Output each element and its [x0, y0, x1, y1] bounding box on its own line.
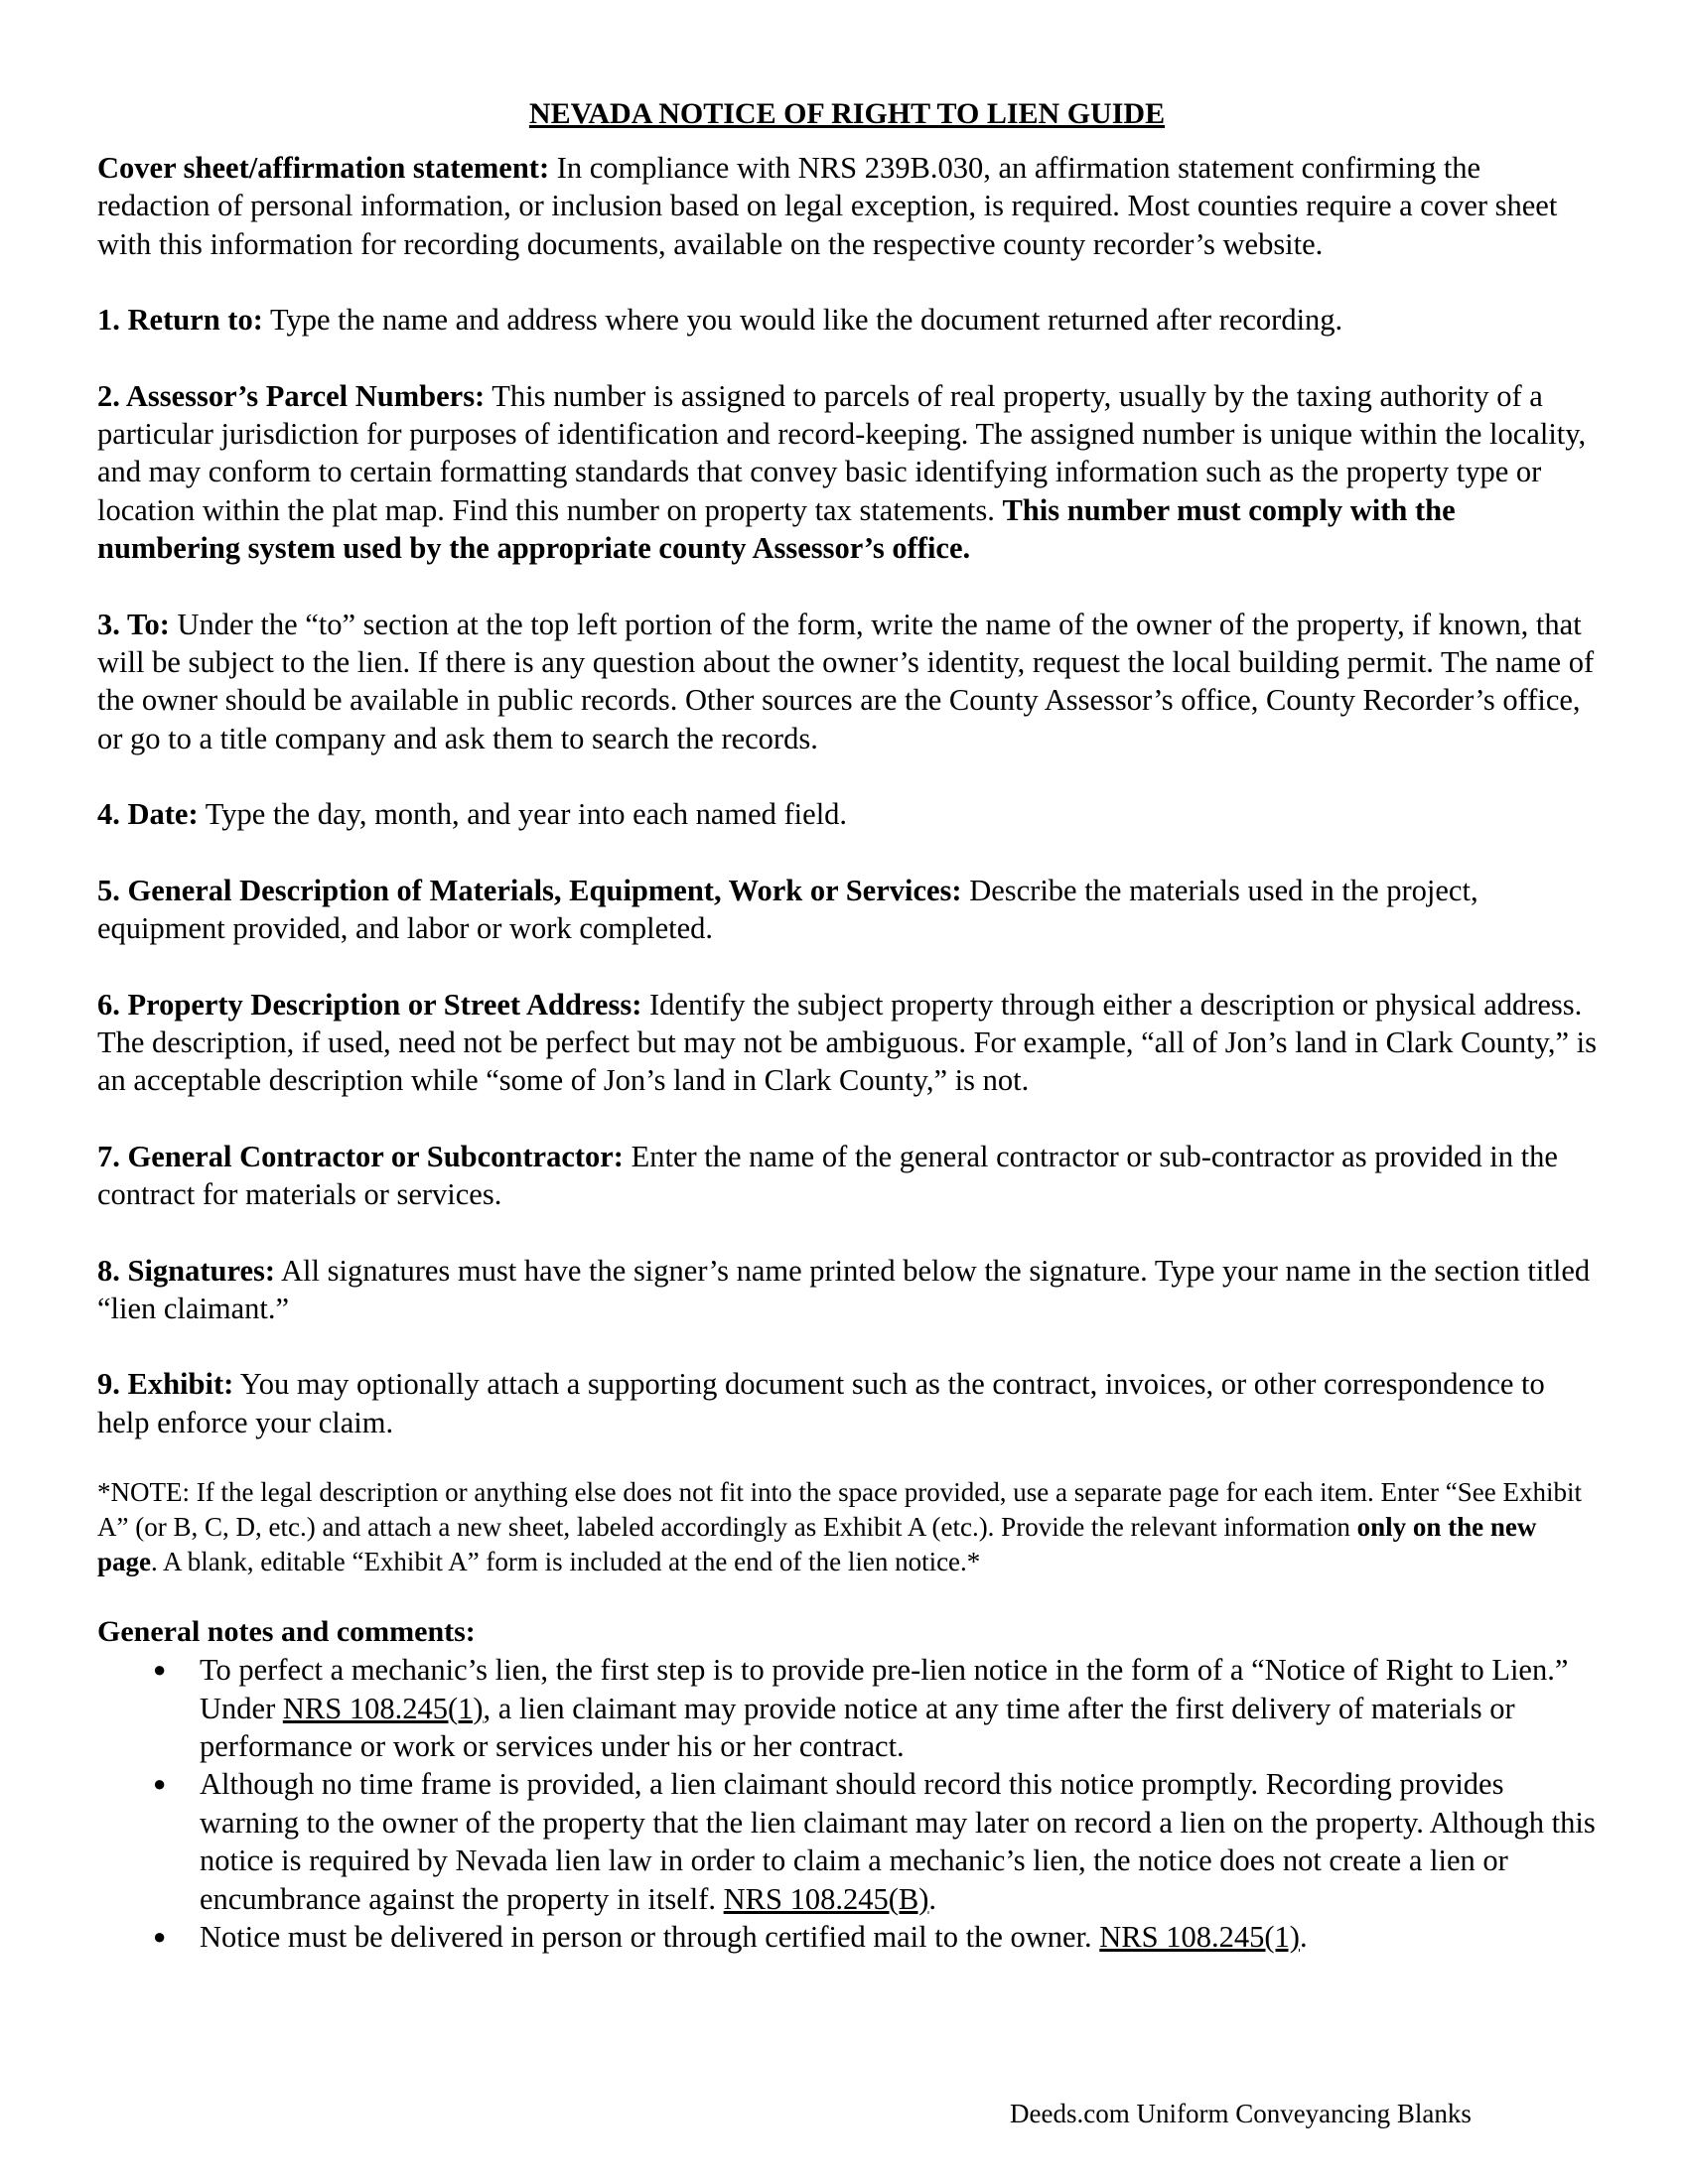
guide-page — [97, 95, 1597, 1956]
return-to-paragraph — [97, 301, 1597, 339]
cover-sheet-label: Cover sheet/affirmation statement: — [97, 151, 550, 185]
signatures-paragraph — [97, 1252, 1597, 1328]
page-title: NEVADA NOTICE OF RIGHT TO LIEN GUIDE — [528, 97, 1166, 130]
to-paragraph — [97, 606, 1597, 758]
exhibit-paragraph — [97, 1365, 1597, 1441]
statute-reference-link[interactable]: NRS 108.245(1) — [1099, 1920, 1300, 1954]
general-description-label: 5. General Description of Materials, Equipment, Work or Services: — [97, 873, 962, 907]
page-footer: Deeds.com Uniform Conveyancing Blanks — [1010, 2099, 1472, 2128]
contractor-label: 7. General Contractor or Subcontractor: — [97, 1139, 624, 1173]
general-description-paragraph — [97, 872, 1597, 948]
signatures-text: All signatures must have the signer’s name printed below the signature. Type your name in the section titled “lien claimant.” — [97, 1253, 1591, 1325]
bullet-icon: ● — [153, 1924, 167, 1949]
list-item — [97, 1651, 1597, 1765]
property-description-text: Identify the subject property through either a description or physical address. The description, if used, need not be perfect but may not be ambiguous. For example, “all of Jon’s land in Clark County,” is an acceptable description while “some of Jon’s land in Clark County,” is not. — [97, 987, 1597, 1098]
bullet-text-end: , a lien claimant may provide notice at any time after the first delivery of materials or performance or work or services under his or her contract. — [200, 1691, 1515, 1763]
note-text-2: . A blank, editable “Exhibit A” form is included at the end of the lien notice.* — [151, 1547, 981, 1577]
cover-sheet-paragraph — [97, 149, 1597, 263]
date-text: Type the day, month, and year into each named field. — [198, 797, 848, 832]
list-item — [97, 1765, 1597, 1918]
bullet-text: Notice must be delivered in person or through certified mail to the owner. — [200, 1920, 1100, 1954]
note-emphasis: only on the new page — [97, 1512, 1537, 1577]
signatures-label: 8. Signatures: — [97, 1253, 276, 1288]
list-item — [97, 1918, 1597, 1956]
bullet-text: To perfect a mechanic’s lien, the first step is to provide pre-lien notice in the form of a “Notice of Right to Lien.” Under — [200, 1653, 1569, 1725]
parcel-numbers-paragraph — [97, 377, 1597, 568]
return-to-label: 1. Return to: — [97, 303, 263, 338]
cover-sheet-text: In compliance with NRS 239B.030, an affirmation statement confirming the redaction of personal information, or inclusion based on legal exception, is required. Most counties require a cover sheet with this information for recording documents, available on the respective county recorder’s website. — [97, 151, 1558, 261]
exhibit-text: You may optionally attach a supporting document such as the contract, invoices, or other correspondence to help enforce your claim. — [97, 1367, 1545, 1439]
general-description-text: Describe the materials used in the project, equipment provided, and labor or work completed. — [97, 873, 1478, 946]
note-text-1: If the legal description or anything else does not fit into the space provided, use a separate page for each item. Enter “See Exhibit A” (or B, C, D, etc.) and attach a new sheet, labeled accordingly as Exhibit A (etc.). Provide the relevant information — [97, 1477, 1582, 1543]
property-description-paragraph — [97, 986, 1597, 1100]
to-text: Under the “to” section at the top left portion of the form, write the name of the owner of the property, if known, that will be subject to the lien. If there is any question about the owner’s identity, request the local building permit. The name of the owner should be available in public records. Other sources are the County Assessor’s office, County Recorder’s office, or go to a title company and ask them to search the records. — [97, 607, 1595, 755]
date-label: 4. Date: — [97, 797, 199, 832]
to-label: 3. To: — [97, 607, 170, 641]
general-notes-heading: General notes and comments: — [97, 1615, 476, 1649]
general-notes-list — [97, 1651, 1597, 1956]
statute-reference-link[interactable]: NRS 108.245(B) — [723, 1881, 929, 1916]
bullet-icon: ● — [153, 1771, 167, 1797]
exhibit-label: 9. Exhibit: — [97, 1367, 234, 1402]
date-paragraph — [97, 795, 1597, 833]
parcel-numbers-text: This number is assigned to parcels of real property, usually by the taxing authority of a particular jurisdiction for purposes of identification and record-keeping. The assigned number is unique within the locality, and may conform to certain formatting standards that convey basic identifying information such as the property type or location within the plat map. Find this number on property tax statements. — [97, 378, 1587, 527]
parcel-numbers-requirement: This number must comply with the numbering system used by the appropriate county Assessor’s office. — [97, 492, 1456, 566]
note-paragraph — [97, 1475, 1597, 1579]
statute-reference-link[interactable]: NRS 108.245(1) — [282, 1691, 484, 1725]
bullet-text-end: . — [1299, 1920, 1308, 1954]
bullet-text-end: . — [928, 1881, 937, 1916]
contractor-paragraph — [97, 1138, 1597, 1214]
bullet-icon: ● — [153, 1657, 167, 1683]
property-description-label: 6. Property Description or Street Address: — [97, 987, 642, 1022]
return-to-text: Type the name and address where you would like the document returned after recording. — [262, 303, 1343, 338]
note-label: *NOTE: — [97, 1477, 190, 1508]
bullet-text: Although no time frame is provided, a lien claimant should record this notice promptly. Recording provides warning to the owner of the property that the lien claimant may later on record a lien on the property. Although this notice is required by Nevada lien law in order to claim a mechanic’s lien, the notice does not create a lien or encumbrance against the property in itself. — [200, 1767, 1596, 1916]
contractor-text: Enter the name of the general contractor or sub-contractor as provided in the contract for materials or services. — [97, 1139, 1558, 1212]
parcel-numbers-label: 2. Assessor’s Parcel Numbers: — [97, 378, 486, 413]
